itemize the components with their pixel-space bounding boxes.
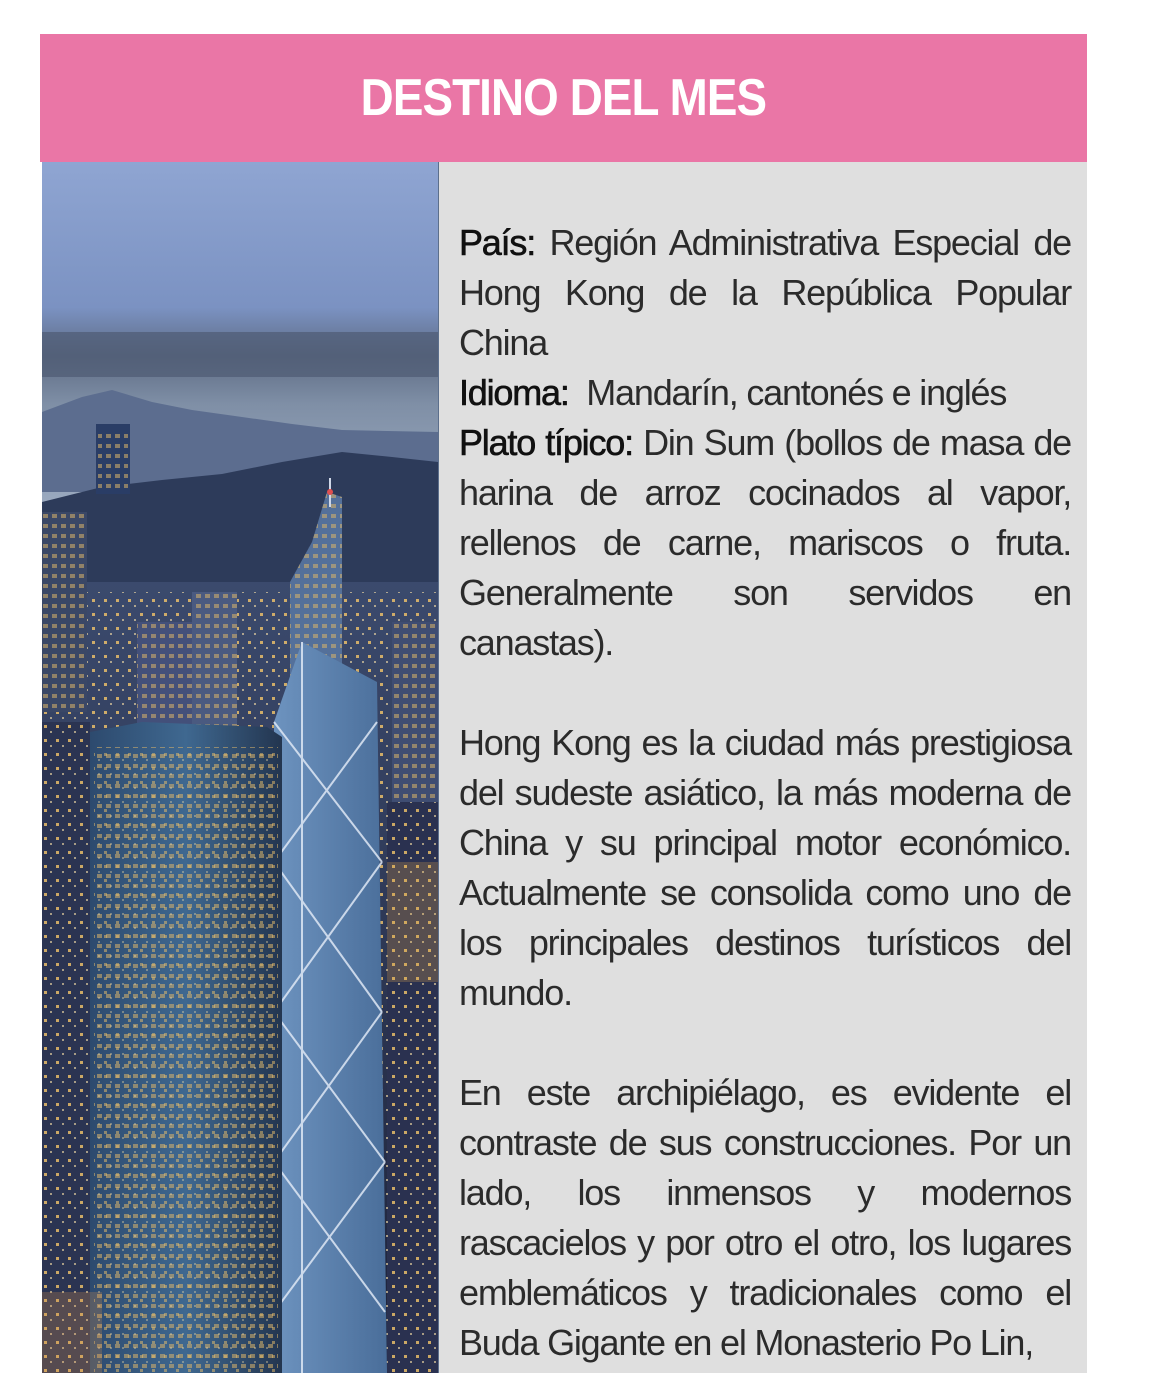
hong-kong-skyline-photo	[42, 162, 438, 1373]
language-line	[459, 368, 1071, 418]
paragraph-2: En este archipiélago, es evidente el contraste de sus construcciones. Por un lado, los inmensos y modernos rascacielos y por otro el otro, los lugares emblemáticos y tradicionales como el Buda Gigante en el Monasterio Po Lin,	[459, 1072, 1071, 1363]
article-text	[459, 218, 1071, 1368]
country-line	[459, 218, 1071, 368]
header-banner	[40, 34, 1087, 162]
banner-title: DESTINO DEL MES	[360, 69, 767, 127]
idioma-value: Mandarín, cantonés e inglés	[586, 372, 1007, 413]
paragraph-1: Hong Kong es la ciudad más prestigiosa del sudeste asiático, la más moderna de China y su principal motor económico. Actualmente se consolida como uno de los principales destinos turísticos del mundo.	[459, 722, 1071, 1013]
idioma-label: Idioma:	[459, 372, 569, 413]
pais-value: Región Administrativa Especial de Hong Kong de la República Popular China	[459, 222, 1071, 363]
dish-line	[459, 418, 1071, 668]
info-panel	[438, 162, 1087, 1373]
pais-label: País:	[459, 222, 536, 263]
plato-label: Plato típico:	[459, 422, 633, 463]
plato-value: Din Sum (bollos de masa de harina de arroz cocinados al vapor, rellenos de carne, mariscos o fruta. Generalmente son servidos en canastas).	[459, 422, 1071, 663]
